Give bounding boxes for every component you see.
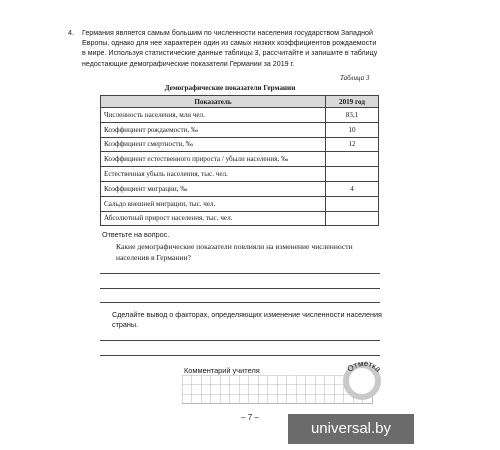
svg-text:Отметка xyxy=(345,360,383,374)
table-row xyxy=(101,108,379,123)
row-label: Сальдо внешней миграции, тыс. чел. xyxy=(101,196,326,211)
table-tag: Таблица 3 xyxy=(340,74,370,82)
answer-line-1[interactable] xyxy=(100,273,380,274)
conclusion-line-2[interactable] xyxy=(100,355,380,356)
row-label: Абсолютный прирост населения, тыс. чел. xyxy=(101,211,326,226)
conclusion-line-1[interactable] xyxy=(100,340,380,341)
answer-prompt: Ответьте на вопрос. xyxy=(102,230,170,239)
column-header-year: 2019 год xyxy=(326,96,379,108)
answer-line-3[interactable] xyxy=(100,302,380,303)
table-title: Демографические показатели Германии xyxy=(164,84,296,92)
row-value[interactable]: 83,1 xyxy=(326,108,379,123)
row-label: Коэффициент смертности, ‰ xyxy=(101,137,326,152)
row-label: Естественная убыль населения, тыс. чел. xyxy=(101,167,326,182)
table-row xyxy=(101,167,379,182)
table-header-row xyxy=(101,96,379,108)
task-block xyxy=(68,28,382,69)
task-text: Германия является самым большим по численности населения государством Западной Европы, однако для нее характерен один из самых низких коэффициентов рождаемости в мире. Используя статистические данные таблицы 3, рассчитайте и запишите в таблицу недостающие демографические показатели Германии за 2019 г. xyxy=(82,29,378,68)
table-row xyxy=(101,152,379,167)
row-label: Коэффициент естественного прироста / убыли населения, ‰ xyxy=(101,152,326,167)
watermark: universal.by xyxy=(288,414,414,444)
table-row xyxy=(101,137,379,152)
conclusion-prompt: Сделайте вывод о факторах, определяющих изменение численности населения страны. xyxy=(112,310,382,330)
page-number: – 7 – xyxy=(241,413,259,422)
table-row xyxy=(101,181,379,196)
answer-line-2[interactable] xyxy=(100,288,380,289)
row-value[interactable] xyxy=(326,196,379,211)
mark-label-arc xyxy=(324,360,404,420)
row-label: Коэффициент рождаемости, ‰ xyxy=(101,122,326,137)
row-label: Численность населения, млн чел. xyxy=(101,108,326,123)
row-label: Коэффициент миграции, ‰ xyxy=(101,181,326,196)
row-value[interactable]: 10 xyxy=(326,122,379,137)
row-value[interactable] xyxy=(326,167,379,182)
table-row xyxy=(101,196,379,211)
table-row xyxy=(101,211,379,226)
question-text: Какие демографические показатели повлияли на изменение численности населения в Германии? xyxy=(116,242,353,262)
row-value[interactable]: 4 xyxy=(326,181,379,196)
task-number: 4. xyxy=(68,29,74,37)
row-value[interactable] xyxy=(326,211,379,226)
column-header-indicator: Показатель xyxy=(101,96,326,108)
mark-label: Отметка xyxy=(345,360,383,374)
row-value[interactable] xyxy=(326,152,379,167)
demographics-table xyxy=(100,95,379,226)
row-value[interactable]: 12 xyxy=(326,137,379,152)
comment-label: Комментарий учителя xyxy=(184,366,260,375)
table-row xyxy=(101,122,379,137)
